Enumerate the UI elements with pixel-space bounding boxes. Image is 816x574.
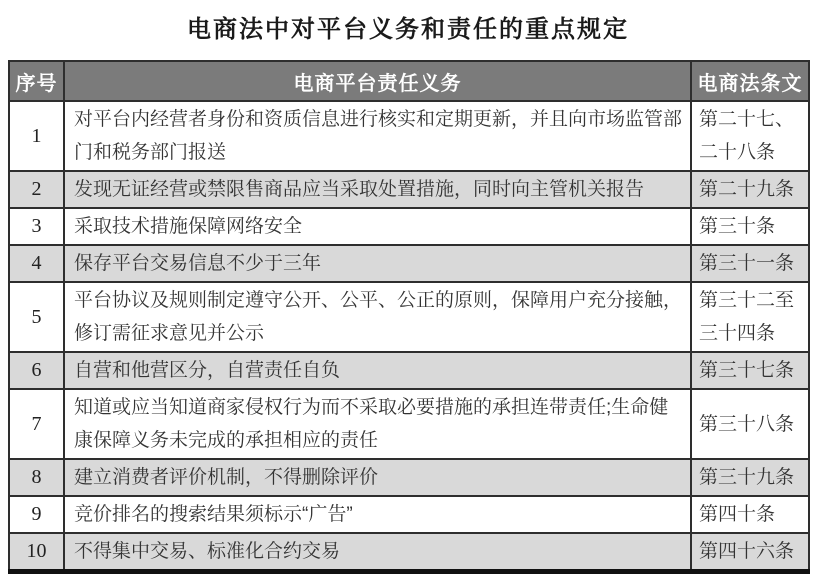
row-number: 7 (9, 389, 64, 459)
row-number: 10 (9, 533, 64, 572)
table-row (9, 459, 809, 496)
article-cell: 第三十一条 (691, 245, 809, 282)
table-row (9, 533, 809, 572)
regulations-table (8, 60, 810, 574)
table-row (9, 101, 809, 171)
table-header (9, 61, 809, 101)
table-row (9, 282, 809, 352)
table-row (9, 208, 809, 245)
article-cell: 第三十九条 (691, 459, 809, 496)
table-row (9, 171, 809, 208)
article-cell: 第三十条 (691, 208, 809, 245)
duty-cell: 知道或应当知道商家侵权行为而不采取必要措施的承担连带责任;生命健康保障义务未完成的承担相应的责任 (64, 389, 691, 459)
row-number: 4 (9, 245, 64, 282)
column-header-no: 序号 (9, 61, 64, 101)
row-number: 5 (9, 282, 64, 352)
duty-cell: 建立消费者评价机制，不得删除评价 (64, 459, 691, 496)
article-cell: 第三十二至三十四条 (691, 282, 809, 352)
duty-cell: 发现无证经营或禁限售商品应当采取处置措施，同时向主管机关报告 (64, 171, 691, 208)
duty-cell: 平台协议及规则制定遵守公开、公平、公正的原则，保障用户充分接触，修订需征求意见并公示 (64, 282, 691, 352)
row-number: 3 (9, 208, 64, 245)
article-cell: 第三十八条 (691, 389, 809, 459)
duty-cell: 竞价排名的搜索结果须标示“广告” (64, 496, 691, 533)
row-number: 2 (9, 171, 64, 208)
table-row (9, 352, 809, 389)
row-number: 1 (9, 101, 64, 171)
duty-cell: 对平台内经营者身份和资质信息进行核实和定期更新，并且向市场监管部门和税务部门报送 (64, 101, 691, 171)
column-header-duty: 电商平台责任义务 (64, 61, 691, 101)
duty-cell: 自营和他营区分，自营责任自负 (64, 352, 691, 389)
table-row (9, 389, 809, 459)
article-cell: 第二十九条 (691, 171, 809, 208)
article-cell: 第四十条 (691, 496, 809, 533)
row-number: 8 (9, 459, 64, 496)
table-row (9, 496, 809, 533)
header-row (9, 61, 809, 101)
duty-cell: 保存平台交易信息不少于三年 (64, 245, 691, 282)
column-header-article: 电商法条文 (691, 61, 809, 101)
article-cell: 第二十七、二十八条 (691, 101, 809, 171)
duty-cell: 不得集中交易、标准化合约交易 (64, 533, 691, 572)
page-title: 电商法中对平台义务和责任的重点规定 (187, 17, 629, 43)
row-number: 6 (9, 352, 64, 389)
table-body (9, 101, 809, 572)
article-cell: 第三十七条 (691, 352, 809, 389)
article-cell: 第四十六条 (691, 533, 809, 572)
duty-cell: 采取技术措施保障网络安全 (64, 208, 691, 245)
table-row (9, 245, 809, 282)
row-number: 9 (9, 496, 64, 533)
